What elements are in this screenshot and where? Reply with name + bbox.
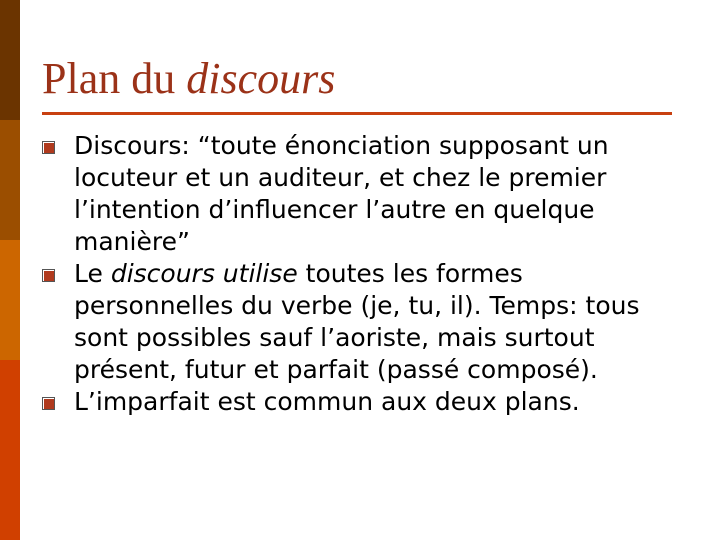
bullet-text: L’imparfait est commun aux deux plans. — [74, 387, 580, 416]
bullet-list — [42, 130, 682, 418]
bullet-text-emphasis: discours utilise — [110, 259, 298, 288]
side-stripe-segment — [0, 240, 20, 360]
bullet-text-lead: Le — [74, 259, 111, 288]
slide-title-emphasis: discours — [186, 54, 336, 103]
title-underline-rule — [42, 112, 672, 115]
slide-title-prefix: Plan du — [42, 54, 187, 103]
bullet-item — [42, 130, 682, 258]
bullet-item — [42, 386, 682, 418]
side-stripe-segment — [0, 360, 20, 540]
slide-title — [42, 55, 335, 103]
side-stripe-segment — [0, 120, 20, 240]
bullet-text: Discours: “toute énonciation supposant un locuteur et un auditeur, et chez le premier l’intention d’influencer l’autre en quelque manière” — [74, 131, 609, 256]
bullet-text-rest: toutes les formes personnelles du verbe (je, tu, il). Temps: tous sont possibles sauf l’aoriste, mais surtout présent, futur et parfait (passé composé). — [74, 259, 640, 384]
side-stripe-segment — [0, 0, 20, 120]
bullet-square-icon — [42, 141, 55, 154]
bullet-item — [42, 258, 682, 386]
bullet-square-icon — [42, 269, 55, 282]
bullet-square-icon — [42, 397, 55, 410]
